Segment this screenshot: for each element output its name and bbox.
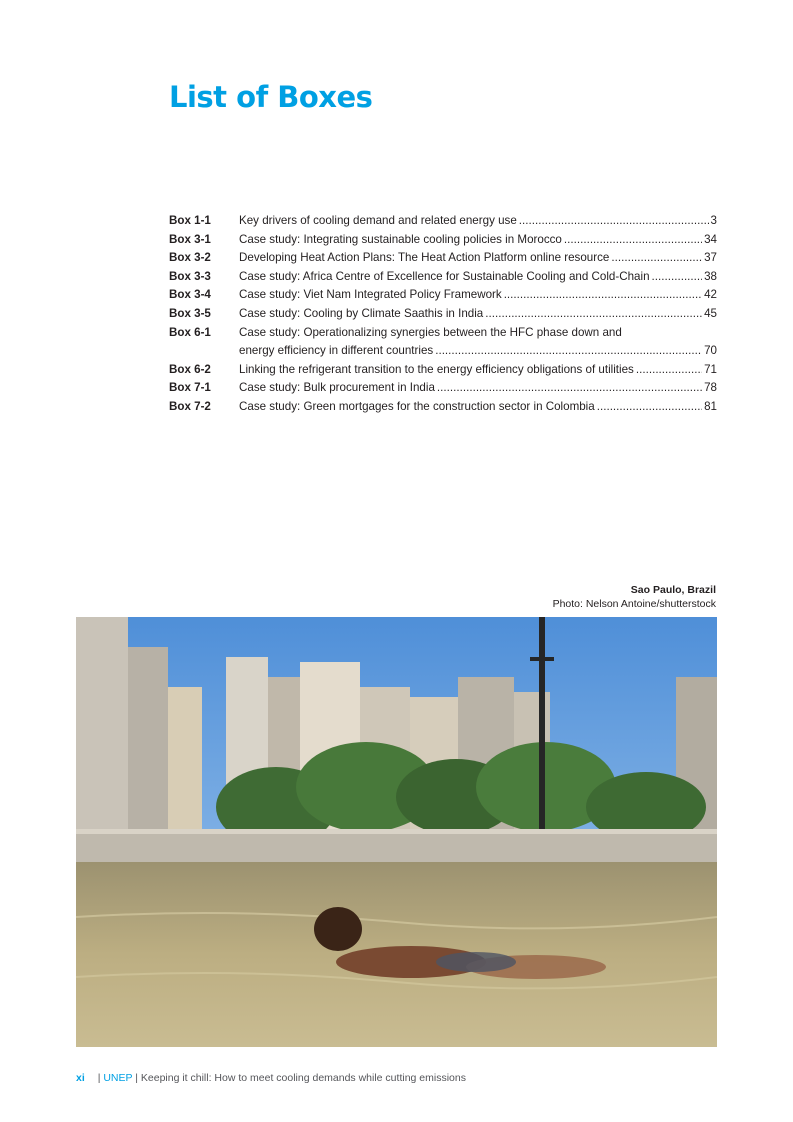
- box-entry[interactable]: [169, 286, 717, 305]
- dot-leader: [519, 212, 709, 231]
- box-list: [169, 212, 717, 417]
- box-page-number: 78: [704, 381, 717, 395]
- page-title: List of Boxes: [169, 80, 373, 114]
- box-number: Box 7-2: [169, 399, 211, 413]
- box-entry[interactable]: [169, 379, 717, 398]
- box-page-number: 34: [704, 232, 717, 246]
- box-page-number: 3: [710, 214, 717, 227]
- box-title: Case study: Operationalizing synergies between the HFC phase down and: [239, 325, 622, 339]
- box-number: Box 6-1: [169, 325, 211, 339]
- box-number: Box 7-1: [169, 381, 211, 395]
- box-entry[interactable]: [169, 361, 717, 380]
- box-title: Case study: Integrating sustainable cooling policies in Morocco: [239, 232, 562, 246]
- dot-leader: [611, 249, 702, 268]
- box-entry[interactable]: [169, 324, 717, 361]
- box-title: Case study: Bulk procurement in India: [239, 381, 435, 395]
- footer-separator: |: [97, 1072, 104, 1084]
- footer-separator: |: [132, 1072, 141, 1084]
- dot-leader: [504, 286, 702, 305]
- box-number: Box 3-1: [169, 232, 211, 246]
- box-number: Box 3-5: [169, 306, 211, 320]
- box-title: Case study: Africa Centre of Excellence for Sustainable Cooling and Cold-Chain: [239, 269, 650, 283]
- box-number: Box 6-2: [169, 362, 211, 376]
- box-entry[interactable]: [169, 212, 717, 231]
- box-entry[interactable]: [169, 231, 717, 250]
- dot-leader: [485, 305, 702, 324]
- photo-credit: Photo: Nelson Antoine/shutterstock: [552, 598, 716, 610]
- photo-caption-place: Sao Paulo, Brazil: [630, 584, 716, 596]
- dot-leader: [652, 268, 703, 287]
- box-title: Case study: Viet Nam Integrated Policy Framework: [239, 288, 502, 302]
- dot-leader: [437, 379, 702, 398]
- box-number: Box 3-4: [169, 288, 211, 302]
- box-number: Box 1-1: [169, 214, 211, 227]
- box-entry[interactable]: [169, 398, 717, 417]
- box-entry[interactable]: [169, 249, 717, 268]
- box-title: Developing Heat Action Plans: The Heat Action Platform online resource: [239, 251, 610, 265]
- footer-page-number: xi: [76, 1072, 85, 1084]
- box-page-number: 45: [704, 306, 717, 320]
- box-page-number: 71: [704, 362, 717, 376]
- box-title-continued: energy efficiency in different countries: [239, 344, 434, 358]
- box-title: Case study: Green mortgages for the construction sector in Colombia: [239, 399, 595, 413]
- box-number: Box 3-3: [169, 269, 211, 283]
- box-title: Linking the refrigerant transition to the energy efficiency obligations of utilities: [239, 362, 634, 376]
- box-number: Box 3-2: [169, 251, 211, 265]
- footer-publication: Keeping it chill: How to meet cooling demands while cutting emissions: [140, 1072, 466, 1084]
- box-page-number: 81: [704, 399, 717, 413]
- box-page-number: 42: [704, 288, 717, 302]
- box-entry[interactable]: [169, 268, 717, 287]
- dot-leader: [636, 361, 702, 380]
- box-entry[interactable]: [169, 305, 717, 324]
- box-title: Key drivers of cooling demand and related energy use: [239, 214, 517, 227]
- footer-org: UNEP: [103, 1072, 133, 1084]
- dot-leader: [564, 231, 702, 250]
- photo-sao-paulo: [76, 617, 717, 1047]
- dot-leader: [435, 342, 702, 361]
- dot-leader: [597, 398, 702, 417]
- box-page-number: 37: [704, 251, 717, 265]
- box-page-number: 70: [704, 344, 717, 358]
- page-footer: [76, 1072, 466, 1084]
- box-page-number: 38: [704, 269, 717, 283]
- box-title: Case study: Cooling by Climate Saathis in India: [239, 306, 484, 320]
